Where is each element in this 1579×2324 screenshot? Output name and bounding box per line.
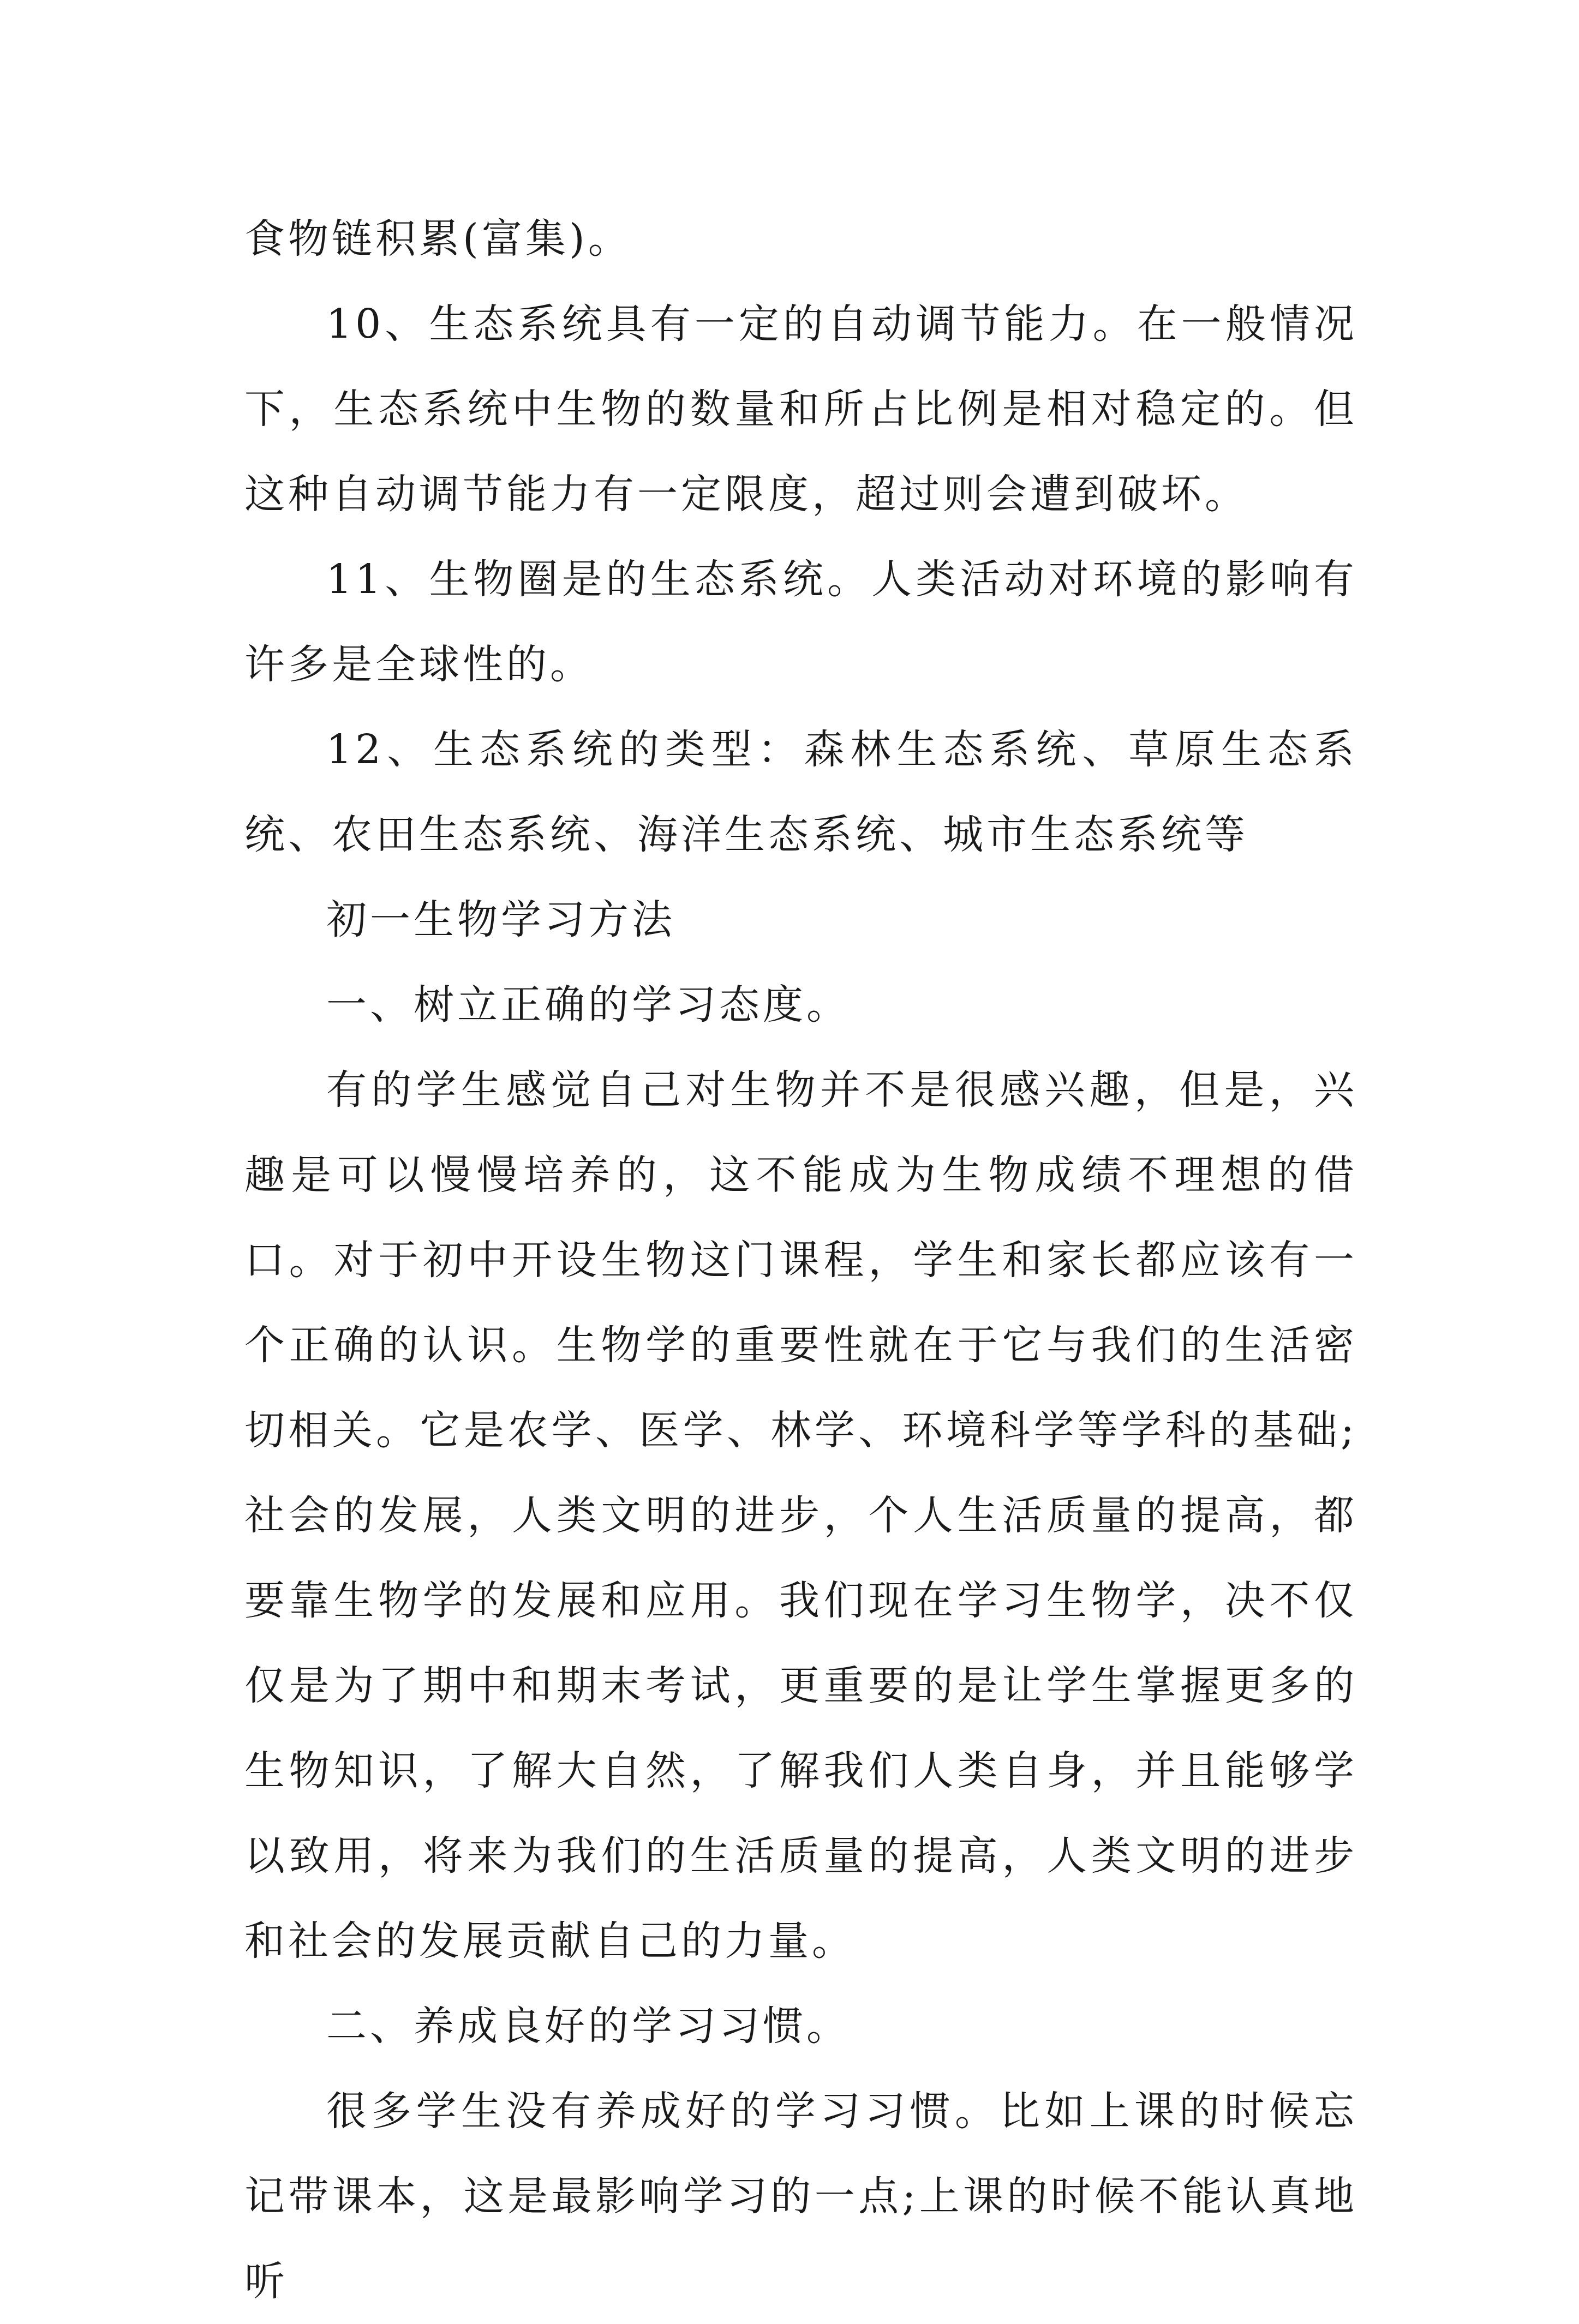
paragraph-food-chain-end: 食物链积累(富集)。: [244, 215, 632, 262]
subheading-habits: 二、养成良好的学习习惯。: [326, 2003, 850, 2050]
paragraph-attitude: 有的学生感觉自己对生物并不是很感兴趣，但是，兴趣是可以慢慢培养的，这不能成为生物成绩不理想的借口。对于初中开设生物这门课程，学生和家长都应该有一个正确的认识。生物学的重要性就在于它与我们的生活密切相关。它是农学、医学、林学、环境科学等学科的基础;社会的发展，人类文明的进步，个人生活质量的提高，都要靠生物学的发展和应用。我们现在学习生物学，决不仅仅是为了期中和期末考试，更重要的是让学生掌握更多的生物知识，了解大自然，了解我们人类自身，并且能够学以致用，将来为我们的生活质量的提高，人类文明的进步和社会的发展贡献自己的力量。: [244, 1067, 1357, 1964]
paragraph-item-11: 11、生物圈是的生态系统。人类活动对环境的影响有许多是全球性的。: [244, 556, 1357, 688]
document-body: [244, 196, 1357, 2324]
paragraph-habits: 很多学生没有养成好的学习习惯。比如上课的时候忘记带课本，这是最影响学习的一点;上课的时候不能认真地听: [244, 2088, 1357, 2305]
paragraph-item-10: 10、生态系统具有一定的自动调节能力。在一般情况下，生态系统中生物的数量和所占比例是相对稳定的。但这种自动调节能力有一定限度，超过则会遭到破坏。: [244, 301, 1357, 518]
paragraph-item-12: 12、生态系统的类型：森林生态系统、草原生态系统、农田生态系统、海洋生态系统、城市生态系统等: [244, 726, 1357, 858]
subheading-attitude: 一、树立正确的学习态度。: [326, 981, 850, 1028]
section-heading-study-methods: 初一生物学习方法: [326, 896, 675, 943]
